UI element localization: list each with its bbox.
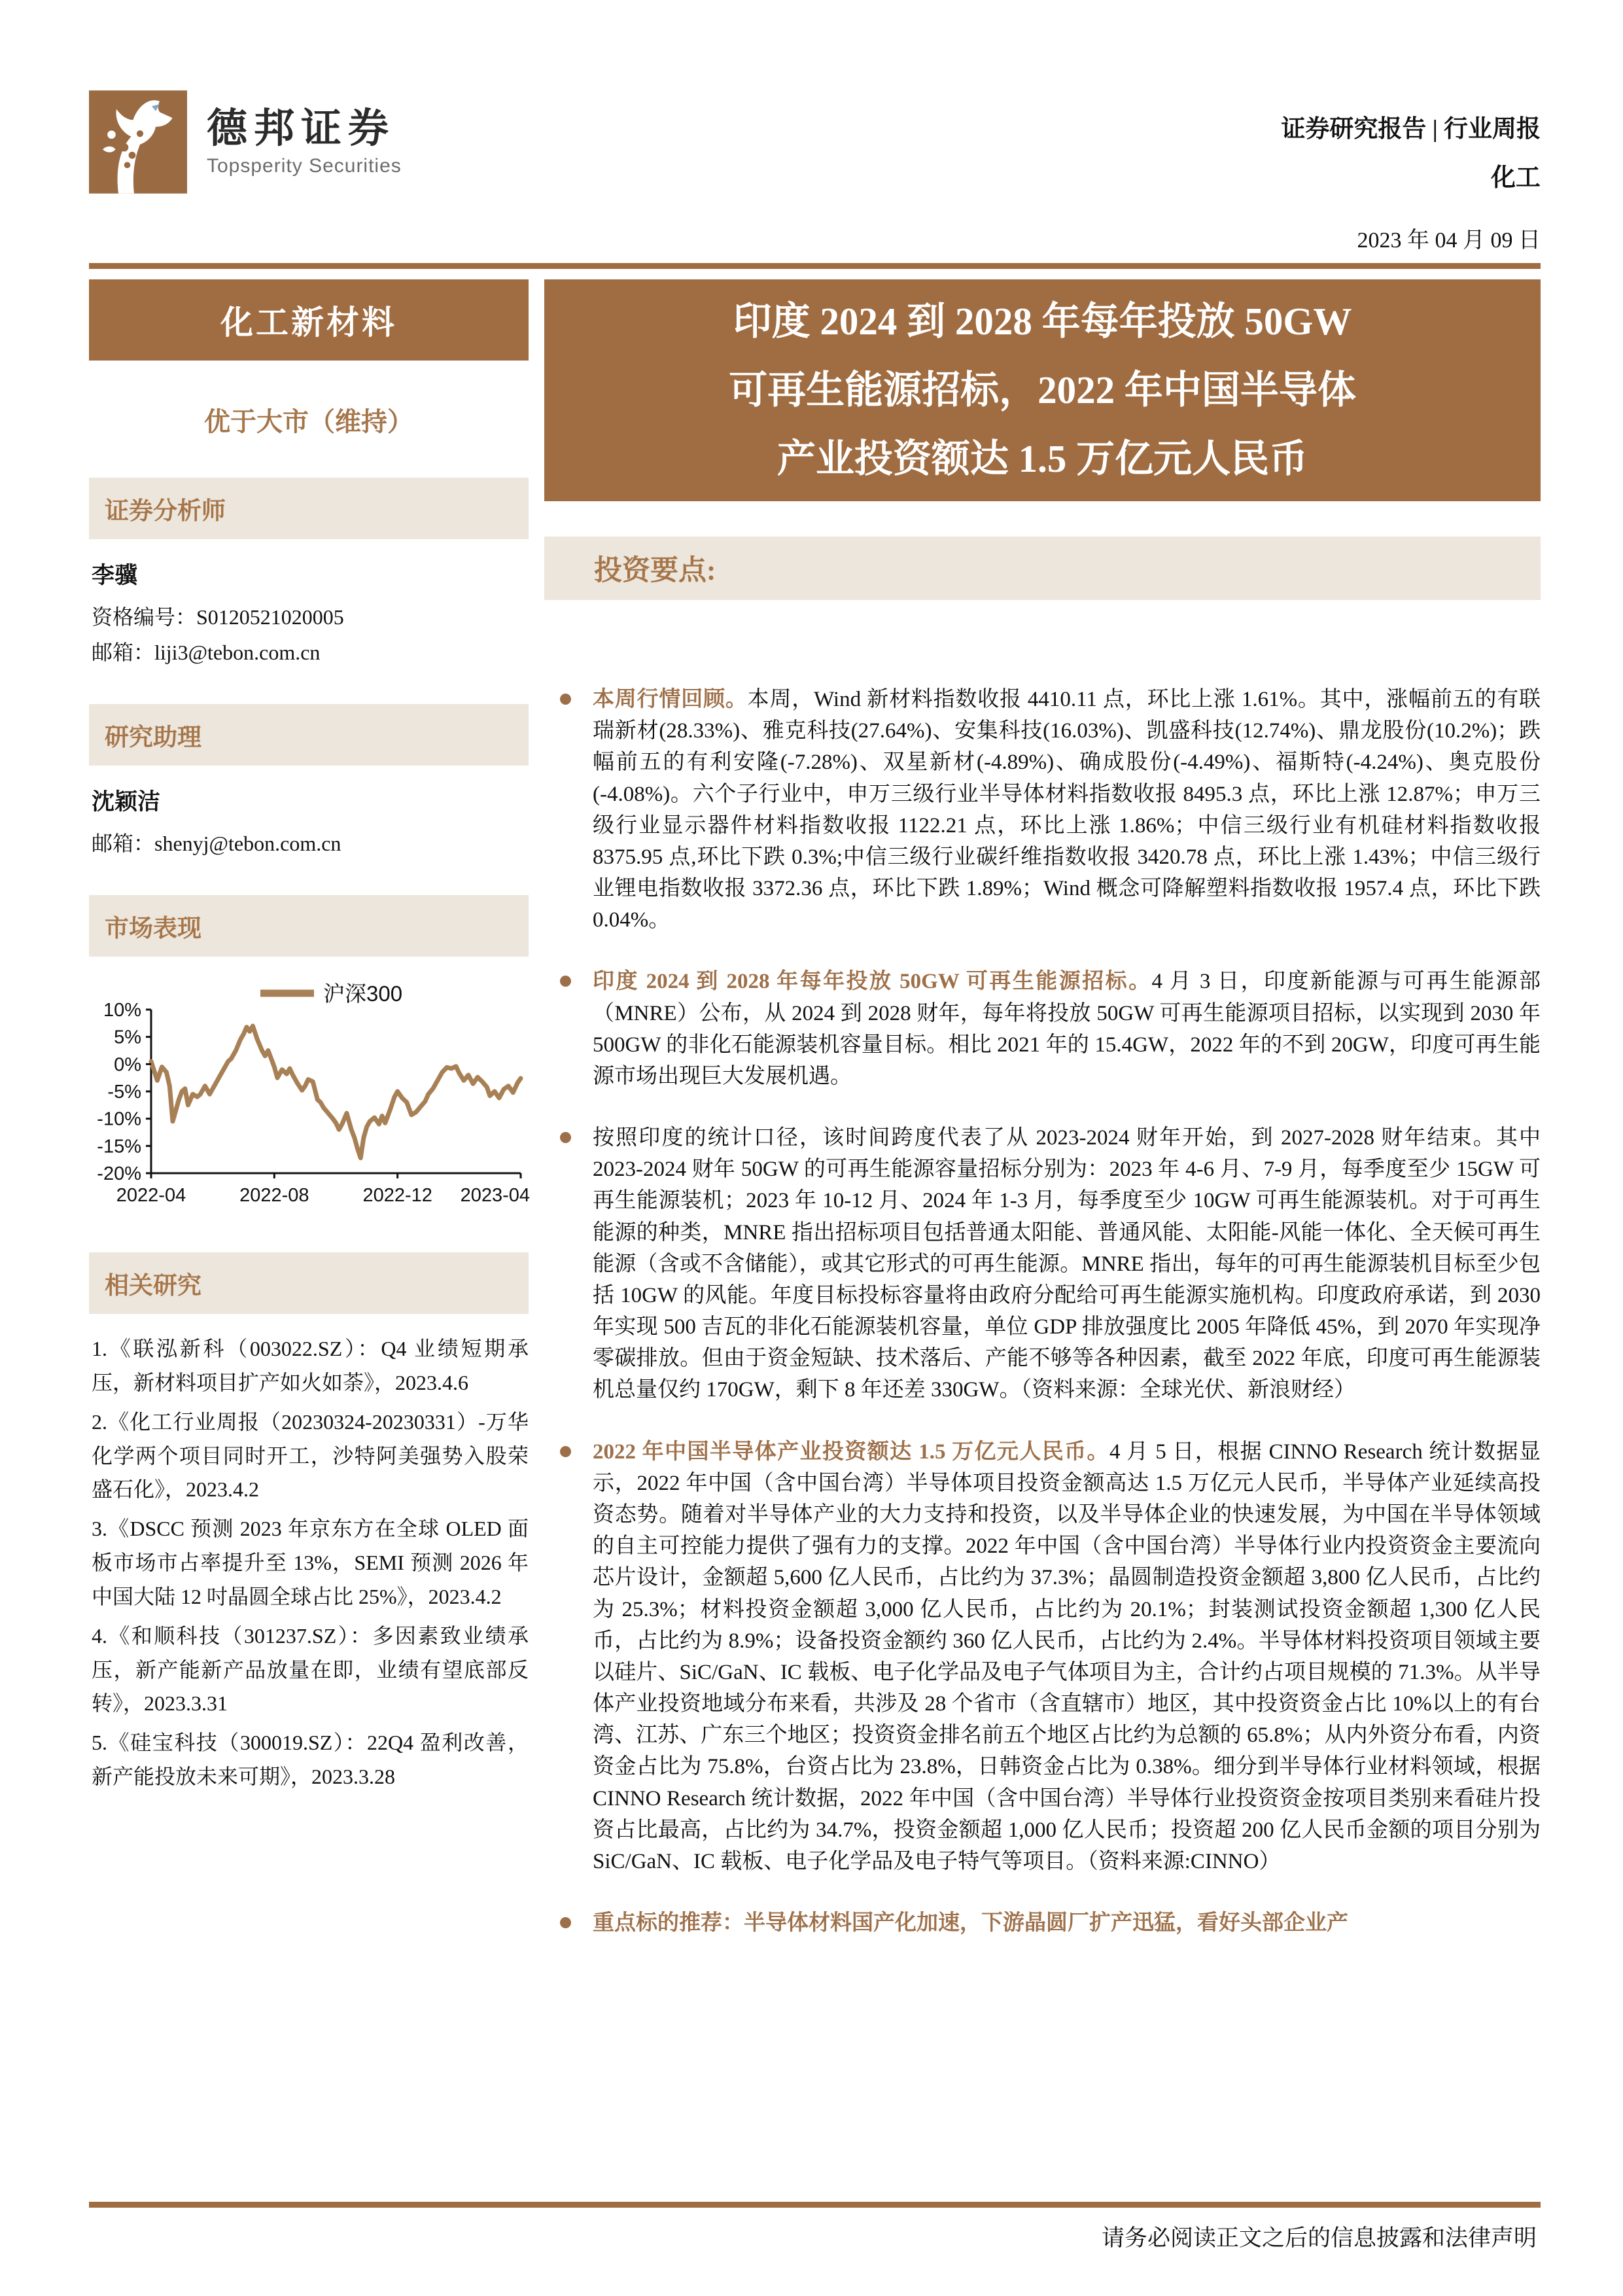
report-title-line: 印度 2024 到 2028 年每年投放 50GW	[733, 300, 1352, 343]
report-type: 证券研究报告 | 行业周报	[1281, 116, 1541, 143]
assistant-email: 邮箱：shenyj@tebon.com.cn	[92, 831, 341, 855]
report-date: 2023 年 04 月 09 日	[1357, 228, 1541, 253]
analyst-name: 李骥	[92, 563, 138, 588]
footer-disclaimer: 请务必阅读正文之后的信息披露和法律声明	[1101, 2225, 1537, 2251]
section-assistant: 研究助理	[89, 704, 529, 766]
bullet-lead: 2022 年中国半导体产业投资额达 1.5 万亿元人民币。	[593, 1439, 1109, 1464]
bullet-text: 半导体材料国产化加速，下游晶圆厂扩产迅猛，看好头部企业产	[744, 1911, 1348, 1935]
bullet-lead: 本周行情回顾。	[593, 688, 748, 712]
brand-name-en: Topsperity Securities	[207, 155, 402, 177]
analyst-block	[92, 556, 526, 670]
related-research-item: 5.《硅宝科技（300019.SZ）：22Q4 盈利改善，新产能投放未来可期》，2023.3.28	[92, 1731, 529, 1789]
svg-text:0%: 0%	[114, 1054, 141, 1076]
csi300-series-line	[151, 1026, 521, 1158]
tick-labels	[97, 1000, 530, 1206]
sidebar	[89, 279, 529, 1969]
report-title-line: 可再生能源招标，2022 年中国半导体	[729, 368, 1356, 412]
svg-text:2022-12: 2022-12	[362, 1185, 432, 1207]
keypoints-list	[544, 684, 1541, 1939]
analyst-email: 邮箱：liji3@tebon.com.cn	[92, 640, 321, 664]
report-title-line: 产业投资额达 1.5 万亿元人民币	[777, 437, 1308, 481]
bullet-text: 4 月 3 日，印度新能源与可再生能源部（MNRE）公布，从 2024 到 2028 财年，每年将投放 50GW 可再生能源项目招标，以实现到 2030 年 500GW 的非化石能源装机容量目标。相比 2021 年的 15.4GW，2022 年的不到 20GW，印度可再生能源市场出现巨大发展机遇。	[593, 970, 1541, 1088]
main-content	[544, 279, 1541, 1969]
report-title	[544, 279, 1541, 501]
cheetah-logo-icon	[89, 90, 187, 194]
analyst-license: 资格编号：S0120521020005	[92, 605, 344, 629]
assistant-name: 沈颖洁	[92, 789, 161, 815]
section-market-performance: 市场表现	[89, 895, 529, 957]
svg-text:2022-08: 2022-08	[239, 1185, 309, 1207]
related-research-item: 3.《DSCC 预测 2023 年京东方在全球 OLED 面板市场市占率提升至 13%，SEMI 预测 2026 年中国大陆 12 吋晶圆全球占比 25%》，2023.4.2	[92, 1517, 529, 1608]
bullet-china-semiconductor	[550, 1436, 1541, 1877]
related-research-list	[89, 1332, 529, 1794]
svg-text:-5%: -5%	[107, 1082, 141, 1103]
bullet-text: 本周，Wind 新材料指数收报 4410.11 点，环比上涨 1.61%。其中，涨幅前五的有联瑞新材(28.33%)、雅克科技(27.64%)、安集科技(16.03%)、凯盛科技(12.74%)、鼎龙股份(10.2%)；跌幅前五的有利安隆(-7.28%)、双星新材(-4.89%)、确成股份(-4.49%)、福斯特(-4.24%)、奥克股份(-4.08%)。六个子行业中，申万三级行业半导体材料指数收报 8495.3 点，环比上涨 12.87%；申万三级行业显示器件材料指数收报 1122.21 点，环比上涨 1.86%；中信三级行业有机硅材料指数收报 8375.95 点,环比下跌 0.3%;中信三级行业碳纤维指数收报 3420.78 点，环比上涨 1.43%；中信三级行业锂电指数收报 3372.36 点，环比下跌 1.89%；Wind 概念可降解塑料指数收报 1957.4 点，环比下跌 0.04%。	[593, 688, 1541, 932]
header-divider	[89, 263, 1541, 269]
section-analyst: 证券分析师	[89, 478, 529, 539]
svg-text:-20%: -20%	[97, 1163, 141, 1185]
keypoints-header: 投资要点:	[544, 537, 1541, 600]
bullet-weekly-review	[550, 684, 1541, 936]
svg-text:2023-04: 2023-04	[460, 1185, 530, 1207]
related-research-item: 4.《和顺科技（301237.SZ）：多因素致业绩承压，新产能新产品放量在即，业绩有望底部反转》，2023.3.31	[92, 1623, 529, 1716]
svg-text:5%: 5%	[114, 1027, 141, 1048]
bullet-recommendation	[550, 1907, 1541, 1939]
rating-label: 优于大市（维持）	[204, 407, 413, 436]
brand-text	[207, 107, 402, 177]
bullet-lead: 重点标的推荐：	[593, 1911, 744, 1935]
market-performance-chart	[89, 974, 529, 1216]
footer-divider	[89, 2202, 1541, 2208]
brand-name-cn: 德邦证券	[207, 106, 396, 151]
svg-text:-10%: -10%	[97, 1108, 141, 1130]
market-chart-svg	[89, 974, 529, 1216]
industry-label: 化工	[1490, 164, 1541, 192]
page-header	[89, 0, 1541, 254]
bullet-lead: 印度 2024 到 2028 年每年投放 50GW 可再生能源招标。	[593, 970, 1152, 994]
report-meta	[1281, 109, 1541, 254]
svg-text:-15%: -15%	[97, 1136, 141, 1157]
bullet-india-detail	[550, 1122, 1541, 1406]
related-research-item: 1.《联泓新科（003022.SZ）：Q4 业绩短期承压，新材料项目扩产如火如荼》，2023.4.6	[92, 1337, 529, 1394]
related-research-item: 2.《化工行业周报（20230324-20230331）-万华化学两个项目同时开工，沙特阿美强势入股荣盛石化》，2023.4.2	[92, 1409, 529, 1502]
svg-text:2022-04: 2022-04	[116, 1185, 186, 1207]
brand	[89, 90, 402, 194]
bullet-india-tenders	[550, 966, 1541, 1092]
legend-label: 沪深300	[323, 981, 403, 1006]
assistant-block	[92, 783, 526, 861]
section-related-research: 相关研究	[89, 1252, 529, 1314]
industry-banner: 化工新材料	[89, 279, 529, 361]
bullet-text: 4 月 5 日，根据 CINNO Research 统计数据显示，2022 年中国（含中国台湾）半导体项目投资金额高达 1.5 万亿元人民币，半导体产业延续高投资态势。随着对半导体产业的大力支持和投资，以及半导体企业的快速发展，为中国在半导体领域的自主可控能力提供了强有力的支撑。2022 年中国（含中国台湾）半导体行业内投资资金主要流向芯片设计，金额超 5,600 亿人民币，占比约为 37.3%；晶圆制造投资金额超 3,800 亿人民币，占比约为 25.3%；材料投资金额超 3,000 亿人民币，占比约为 20.1%；封装测试投资金额超 1,300 亿人民币，占比约为 8.9%；设备投资金额约 360 亿人民币，占比约为 2.4%。半导体材料投资项目领域主要以硅片、SiC/GaN、IC 载板、电子化学品及电子气体项目为主，合计约占项目规模的 71.3%。从半导体产业投资地域分布来看，共涉及 28 个省市（含直辖市）地区，其中投资资金占比 10%以上的有台湾、江苏、广东三个地区；投资资金排名前五个地区占比约为总额的 65.8%；从内外资分布看，内资资金占比为 75.8%，台资占比为 23.8%，日韩资金占比为 0.38%。细分到半导体行业材料领域，根据 CINNO Research 统计数据，2022 年中国（含中国台湾）半导体行业投资资金按项目类别来看硅片投资占比最高，占比约为 34.7%，投资金额超 1,000 亿人民币；投资超 200 亿人民币金额的项目分别为 SiC/GaN、IC 载板、电子化学品及电子特气等项目。（资料来源:CINNO）	[593, 1439, 1541, 1873]
bullet-text: 按照印度的统计口径，该时间跨度代表了从 2023-2024 财年开始，到 2027-2028 财年结束。其中 2023-2024 财年 50GW 的可再生能源容量招标分别为：2023 年 4-6 月、7-9 月，每季度至少 15GW 可再生能源装机；2023 年 10-12 月、2024 年 1-3 月，每季度至少 10GW 可再生能源装机。对于可再生能源的种类，MNRE 指出招标项目包括普通太阳能、普通风能、太阳能-风能一体化、全天候可再生能源（含或不含储能），或其它形式的可再生能源。MNRE 指出，每年的可再生能源装机目标至少包括 10GW 的风能。年度目标投标容量将由政府分配给可再生能源实施机构。印度政府承诺，到 2030 年实现 500 吉瓦的非化石能源装机容量，单位 GDP 排放强度比 2005 年降低 45%，到 2070 年实现净零碳排放。但由于资金短缺、技术落后、产能不够等各种因素，截至 2022 年底，印度可再生能源装机总量仅约 170GW，剩下 8 年还差 330GW。（资料来源：全球光伏、新浪财经）	[593, 1126, 1541, 1402]
svg-text:10%: 10%	[103, 1000, 141, 1021]
